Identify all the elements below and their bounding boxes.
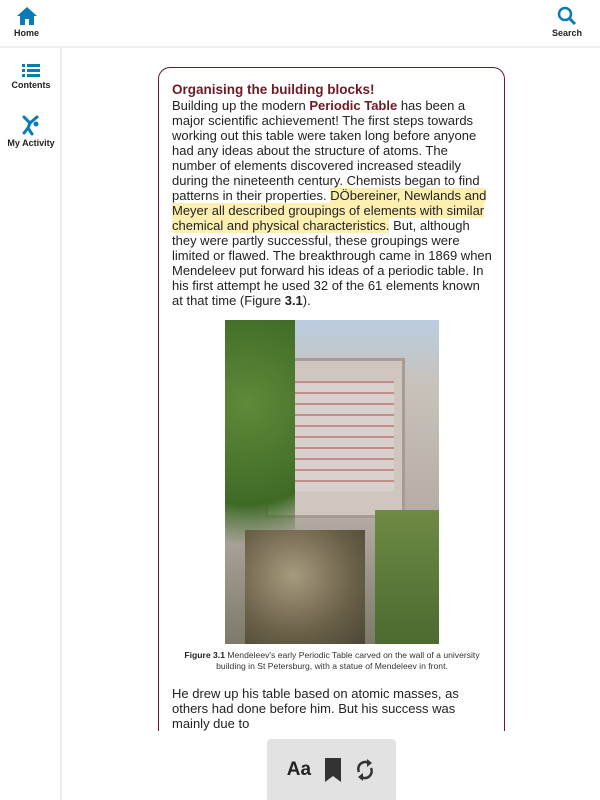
figure-reference: 3.1 [284,293,303,308]
caption-text: Mendeleev's early Periodic Table carved on the wall of a university building in St Petersburg, with a statue of Mendeleev in front. [216,650,480,671]
bookmark-icon[interactable] [323,757,343,783]
sidebar [0,48,62,800]
figure-label: Figure 3.1 [184,650,225,660]
text: ). [302,293,311,308]
highlighted-text[interactable]: DÖbereiner, Newlands and Meyer all described groupings of elements with similar chemical and physical characteristics. [172,188,487,233]
reader-content[interactable] [64,50,600,731]
feature-box [158,67,505,731]
list-icon [21,62,41,78]
font-settings-button[interactable]: Aa [286,758,312,780]
search-icon [556,6,578,26]
top-bar [0,0,600,48]
sidebar-item-label: My Activity [7,138,55,148]
text: But, although they were partly successful, these groupings were limited or flawed. The breakthrough came in 1869 when Mendeleev put forward his ideas of a periodic table. In his first attempt he used 32 of the 61 elements known at that time (Figure [172,218,492,308]
sidebar-item-contents[interactable] [0,62,62,90]
sync-icon[interactable] [354,758,376,782]
paragraph [172,98,492,308]
sidebar-item-label: Contents [11,80,51,90]
text: Building up the modern [172,98,310,113]
search-button[interactable] [552,6,582,38]
text: has been a major scientific achievement! The first steps towards working out this table were taken long before anyone had any ideas about the structure of atoms. The number of elements discovered increased steadily during the nineteenth century. Chemists began to find patterns in their properties. [172,98,480,203]
paragraph: He drew up his table based on atomic masses, as others had done before him. But his success was mainly due to [172,686,459,731]
sidebar-item-my-activity[interactable] [0,114,62,148]
figure-photo-mendeleev [225,320,439,644]
home-button[interactable] [14,6,39,38]
activity-person-icon [21,114,41,136]
search-label: Search [552,28,583,38]
key-term: Periodic Table [309,98,398,113]
figure-caption [172,650,492,672]
home-icon [16,6,38,26]
reader-toolbar [267,739,396,800]
section-heading: Organising the building blocks! [172,82,375,97]
statue [245,530,365,644]
home-label: Home [14,28,40,38]
ivy [375,510,439,644]
